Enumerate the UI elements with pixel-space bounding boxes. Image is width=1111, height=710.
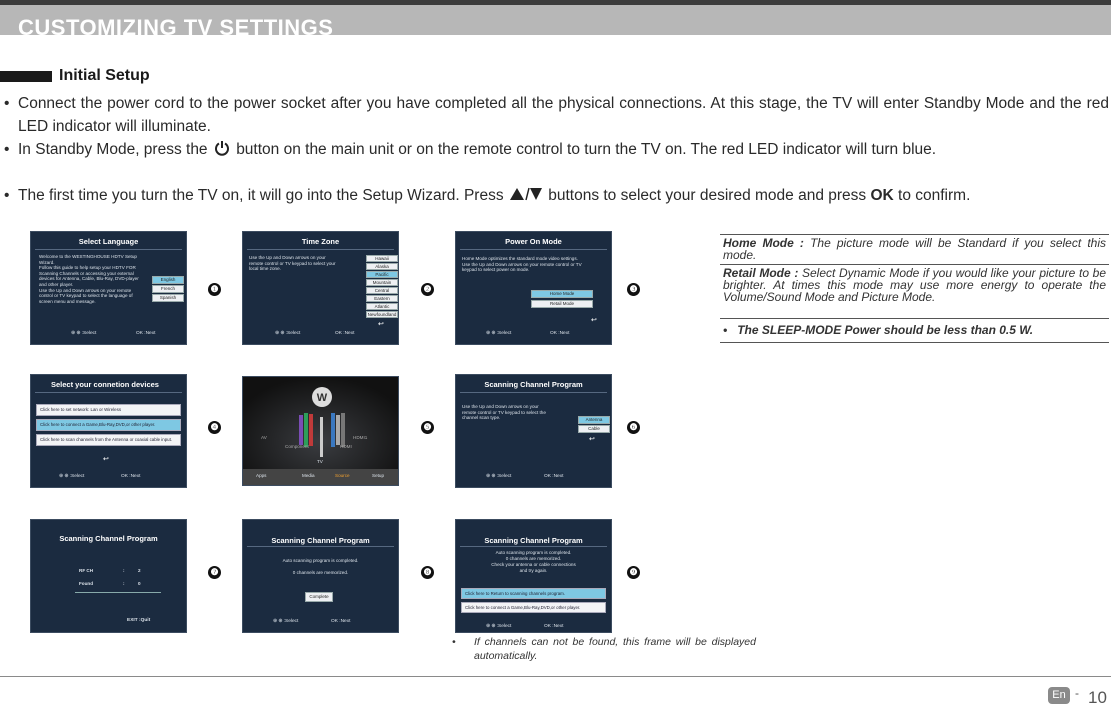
screen-body: Use the Up and Down arrows on your remote control or TV keypad to select the channel scan type. bbox=[462, 404, 546, 421]
screen-scan-complete bbox=[242, 519, 399, 633]
tz-option[interactable]: Pacific bbox=[366, 271, 398, 278]
next-hint: OK :Next bbox=[121, 474, 141, 479]
menu-label: Component bbox=[285, 444, 309, 449]
screen-body: Use the Up and Down arrows on your remote control or TV keypad to select your local time zone. bbox=[249, 255, 336, 272]
step-number: ❻ bbox=[627, 421, 640, 434]
power-icon bbox=[214, 140, 230, 156]
page-number: 10 bbox=[1088, 688, 1107, 707]
screen-line: Auto scanning program is completed. bbox=[495, 550, 572, 555]
screen-media-menu bbox=[242, 376, 399, 486]
menu-apps[interactable]: Apps bbox=[256, 473, 267, 478]
page-title: CUSTOMIZING TV SETTINGS bbox=[18, 15, 334, 40]
select-hint: ⊕ ⊕ :Select bbox=[486, 331, 512, 336]
next-hint: OK :Next bbox=[335, 331, 355, 336]
screen-select-language bbox=[30, 231, 187, 345]
screen-title: Select Language bbox=[78, 237, 139, 246]
option-cable[interactable]: Cable bbox=[578, 425, 610, 433]
return-icon: ↩ bbox=[591, 317, 597, 324]
next-hint: OK :Next bbox=[136, 331, 156, 336]
select-hint: ⊕ ⊕ :Select bbox=[486, 474, 512, 479]
menu-media[interactable]: Media bbox=[302, 473, 315, 478]
screen-scan-no-channels bbox=[455, 519, 612, 633]
step-number: ❼ bbox=[208, 566, 221, 579]
menu-source[interactable]: Source bbox=[335, 473, 350, 478]
screen-title: Power On Mode bbox=[505, 237, 562, 246]
screen-title: Select your connetion devices bbox=[51, 380, 159, 389]
retail-mode-note: Retail Mode : Select Dynamic Mode if you would like your picture to be brighter. At times this mode may use more energy to operate the Volume/Sound Mode and Picture Mode. bbox=[723, 266, 1107, 304]
section-title: Initial Setup bbox=[59, 67, 150, 84]
step-number: ❷ bbox=[421, 283, 434, 296]
scan-channels-row[interactable]: Click here to scan channels from the Antenna or coaxial cable input. bbox=[36, 434, 181, 446]
option-home-mode[interactable]: Home Mode bbox=[531, 290, 593, 298]
return-scan-row[interactable]: Click here to Return to scanning channels program. bbox=[461, 588, 606, 599]
option-antenna[interactable]: Antenna bbox=[578, 416, 610, 424]
tz-option[interactable]: Hawaii bbox=[366, 255, 398, 262]
sleep-mode-note: • The SLEEP-MODE Power should be less than 0.5 W. bbox=[723, 323, 1034, 337]
found-label: Found bbox=[79, 581, 94, 586]
menu-label: HDMI1 bbox=[353, 435, 368, 440]
screen-line: Auto scanning program is completed. bbox=[282, 558, 359, 563]
progress-bar bbox=[75, 592, 161, 593]
return-icon: ↩ bbox=[103, 456, 109, 463]
next-hint: OK :Next bbox=[550, 331, 570, 336]
option-english[interactable]: English bbox=[152, 276, 184, 284]
bullet-item: • In Standby Mode, press the button on the main unit or on the remote control to turn the TV on. The red LED indicator will turn blue. bbox=[4, 141, 937, 158]
return-icon: ↩ bbox=[589, 436, 595, 443]
screen-title: Scanning Channel Program bbox=[484, 536, 583, 545]
menu-label: AV bbox=[261, 435, 267, 440]
rf-channel-value: 2 bbox=[138, 568, 141, 573]
found-value: 0 bbox=[138, 581, 141, 586]
select-hint: ⊕ ⊕ :Select bbox=[71, 331, 97, 336]
step-number: ❹ bbox=[208, 421, 221, 434]
step-number: ❶ bbox=[208, 283, 221, 296]
step-number: ❺ bbox=[421, 421, 434, 434]
menu-label: HDMI bbox=[340, 444, 352, 449]
screen-line: 0 channels are memorized. bbox=[505, 556, 562, 561]
page-dash: - bbox=[1075, 686, 1079, 700]
select-hint: ⊕ ⊕ :Select bbox=[486, 624, 512, 629]
screen-line: Check your antenna or cable connections bbox=[491, 562, 576, 567]
complete-button[interactable]: Complete bbox=[305, 592, 333, 602]
option-spanish[interactable]: Spanish bbox=[152, 294, 184, 302]
footnote: • If channels can not be found, this frame will be displayed automatically. bbox=[452, 636, 756, 662]
svg-text:W: W bbox=[316, 392, 328, 404]
home-mode-note: Home Mode : The picture mode will be Standard if you select this mode. bbox=[723, 236, 1106, 262]
separator: : bbox=[123, 581, 125, 586]
tz-option[interactable]: Alaska bbox=[366, 263, 398, 270]
next-hint: OK :Next bbox=[331, 619, 351, 624]
screen-title: Time Zone bbox=[301, 237, 340, 246]
menu-label: TV bbox=[317, 459, 323, 464]
separator: : bbox=[123, 568, 125, 573]
tz-option[interactable]: Atlantic bbox=[366, 303, 398, 310]
menu-setup[interactable]: Setup bbox=[372, 473, 385, 478]
bullet-item: • Connect the power cord to the power socket after you have completed all the physical connections. At this stage, the TV will enter Standby Mode and the red LED indicator will illuminate. bbox=[4, 95, 1109, 135]
option-retail-mode[interactable]: Retail Mode bbox=[531, 300, 593, 308]
screen-connection-devices bbox=[30, 374, 187, 488]
network-row[interactable]: Click here to set network: Lan or Wireless bbox=[36, 404, 181, 416]
bullet-item: • The first time you turn the TV on, it will go into the Setup Wizard. Press buttons to select your desired mode and press OK to confirm. bbox=[4, 187, 971, 204]
select-hint: ⊕ ⊕ :Select bbox=[59, 474, 85, 479]
screen-scan-progress bbox=[30, 519, 187, 633]
option-french[interactable]: French bbox=[152, 285, 184, 293]
step-number: ❾ bbox=[627, 566, 640, 579]
section-marker bbox=[0, 71, 52, 82]
screen-power-on-mode bbox=[455, 231, 612, 345]
screen-line: 0 channels are memorized. bbox=[292, 570, 349, 575]
next-hint: OK :Next bbox=[544, 624, 564, 629]
screen-body: Home Mode optimizes the standard mode video settings. Use the Up and Down arrows on your remote control or TV keypad to select power on mode. bbox=[462, 256, 582, 273]
screen-line: and try again. bbox=[519, 568, 548, 573]
up-down-arrow-icon bbox=[509, 187, 543, 201]
tz-option[interactable]: Mountain bbox=[366, 279, 398, 286]
rf-channel-label: RF CH bbox=[79, 568, 94, 573]
select-hint: ⊕ ⊕ :Select bbox=[275, 331, 301, 336]
screen-scan-type bbox=[455, 374, 612, 488]
exit-hint: EXIT :Quit bbox=[127, 618, 151, 623]
language-badge: En bbox=[1048, 687, 1070, 704]
footer-rule bbox=[0, 676, 1111, 677]
tz-option[interactable]: Eastern bbox=[366, 295, 398, 302]
header-band bbox=[0, 5, 1111, 40]
step-number: ❽ bbox=[421, 566, 434, 579]
select-hint: ⊕ ⊕ :Select bbox=[273, 619, 299, 624]
screen-body: Welcome to the WESTINGHOUSE HDTV Setup Wizard. Follow this guide to help setup your HDTV FOR Scanning Channels or accessing your external devices for Antenna, Cable, Blu-Ray, DVD-player and other player. Use the Up and Down arrows on your remote control or TV keypad to select the language of screen menu and message. bbox=[39, 254, 139, 304]
next-hint: OK :Next bbox=[544, 474, 564, 479]
menu-graphic bbox=[243, 377, 398, 485]
return-icon: ↩ bbox=[378, 321, 384, 328]
connect-player-row[interactable]: Click here to connect a Game,Blu-Ray,DVD,or other player. bbox=[36, 419, 181, 431]
screen-title: Scanning Channel Program bbox=[484, 380, 583, 389]
connect-player-row[interactable]: Click here to connect a Game,Blu-Ray,DVD,or other player. bbox=[461, 602, 606, 613]
step-number: ❸ bbox=[627, 283, 640, 296]
tz-option[interactable]: Newfoundland bbox=[367, 312, 397, 317]
screen-title: Scanning Channel Program bbox=[59, 534, 158, 543]
screen-time-zone bbox=[242, 231, 399, 345]
screen-title: Scanning Channel Program bbox=[271, 536, 370, 545]
tz-option[interactable]: Central bbox=[366, 287, 398, 294]
